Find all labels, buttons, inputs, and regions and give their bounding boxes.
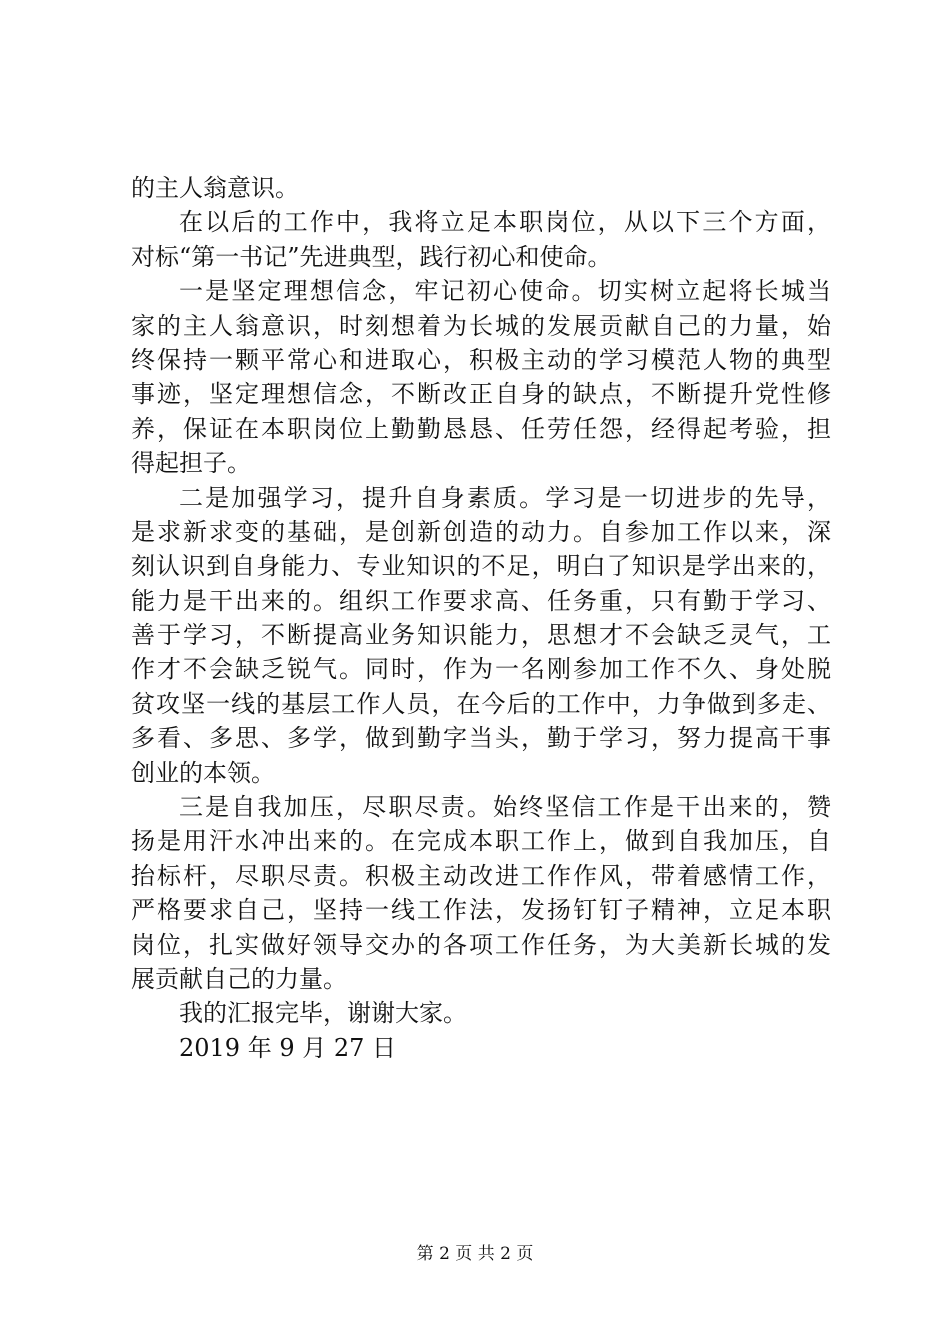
- paragraph: [131, 205, 831, 274]
- text-line: 得起担子。: [131, 449, 251, 478]
- paragraph: [131, 996, 831, 1030]
- page-footer: 第 2 页 共 2 页: [416, 1244, 534, 1264]
- paragraph: [131, 790, 831, 996]
- text-line: 贫攻坚一线的基层工作人员，在今后的工作中，力争做到多走、: [131, 689, 831, 718]
- text-line: 2019 年 9 月 27 日: [179, 1033, 397, 1062]
- text-line: 我的汇报完毕，谢谢大家。: [179, 999, 467, 1028]
- text-line: 作才不会缺乏锐气。同时，作为一名刚参加工作不久、身处脱: [131, 655, 831, 684]
- text-line: 展贡献自己的力量。: [131, 964, 347, 993]
- text-line: 的主人翁意识。: [131, 174, 299, 202]
- text-line: 是求新求变的基础，是创新创造的动力。自参加工作以来，深: [131, 517, 831, 546]
- text-line: 事迹，坚定理想信念，不断改正自身的缺点，不断提升党性修: [131, 380, 831, 409]
- text-line: 创业的本领。: [131, 758, 275, 787]
- text-line: 家的主人翁意识，时刻想着为长城的发展贡献自己的力量，始: [131, 311, 831, 340]
- text-line: 一是坚定理想信念，牢记初心使命。切实树立起将长城当: [179, 277, 831, 306]
- text-line: 多看、多思、多学，做到勤字当头，勤于学习，努力提高干事: [131, 724, 831, 753]
- text-line: 能力是干出来的。组织工作要求高、任务重，只有勤于学习、: [131, 586, 831, 615]
- text-line: 刻认识到自身能力、专业知识的不足，明白了知识是学出来的，: [131, 552, 831, 581]
- text-line: 对标“第一书记”先进典型，践行初心和使命。: [131, 242, 612, 271]
- text-line: 岗位，扎实做好领导交办的各项工作任务，为大美新长城的发: [131, 930, 831, 959]
- text-line: 扬是用汗水冲出来的。在完成本职工作上，做到自我加压，自: [131, 827, 831, 856]
- document-body: [131, 171, 831, 1065]
- text-line: 严格要求自己，坚持一线工作法，发扬钉钉子精神，立足本职: [131, 896, 831, 925]
- text-line: 养，保证在本职岗位上勤勤恳恳、任劳任怨，经得起考验，担: [131, 414, 831, 443]
- text-line: 善于学习，不断提高业务知识能力，思想才不会缺乏灵气，工: [131, 621, 831, 650]
- paragraph: [131, 1031, 831, 1065]
- text-line: 二是加强学习，提升自身素质。学习是一切进步的先导，: [179, 483, 831, 512]
- paragraph: [131, 481, 831, 791]
- text-line: 三是自我加压，尽职尽责。始终坚信工作是干出来的，赞: [179, 793, 831, 822]
- text-line: 终保持一颗平常心和进取心，积极主动的学习模范人物的典型: [131, 345, 831, 374]
- text-line: 抬标杆，尽职尽责。积极主动改进工作作风，带着感情工作，: [131, 861, 831, 890]
- paragraph: [131, 171, 831, 205]
- paragraph: [131, 274, 831, 480]
- text-line: 在以后的工作中，我将立足本职岗位，从以下三个方面，: [179, 208, 831, 237]
